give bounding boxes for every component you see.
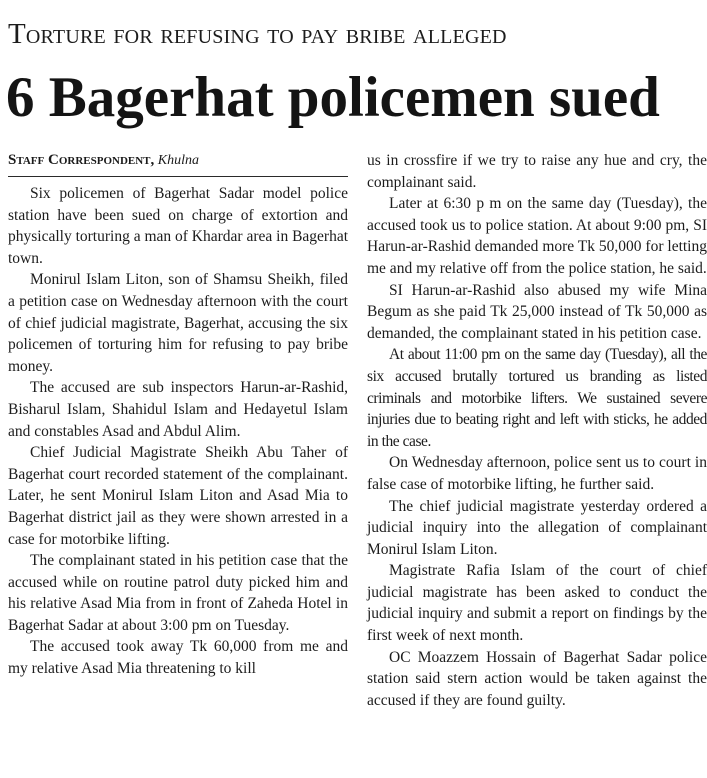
byline-divider <box>8 176 348 177</box>
byline-location: Khulna <box>157 153 199 168</box>
article-column-left <box>8 183 348 680</box>
article-paragraph: SI Harun-ar-Rashid also abused my wife Mina Begum as she paid Tk 25,000 instead of Tk 50,000 as demanded, the complainant stated in his petition case. <box>367 281 707 342</box>
article-paragraph: On Wednesday afternoon, police sent us to court in false case of motorbike lifting, he further said. <box>367 454 707 493</box>
article-paragraph: The chief judicial magistrate yesterday ordered a judicial inquiry into the allegation of complainant Monirul Islam Liton. <box>367 497 707 558</box>
article-paragraph: The complainant stated in his petition case that the accused while on routine patrol duty picked him and his relative Asad Mia from in front of Zaheda Hotel in Bagerhat Sadar at about 3:00 pm on Tuesday. <box>8 552 348 634</box>
article-paragraph: Chief Judicial Magistrate Sheikh Abu Taher of Bagerhat court recorded statement of the complainant. Later, he sent Monirul Islam Liton and Asad Mia to Bagerhat district jail as they were shown arrested in a case for motorbike lifting. <box>8 444 348 548</box>
article-paragraph: Six policemen of Bagerhat Sadar model police station have been sued on charge of extortion and physically torturing a man of Khardar area in Bagerhat town. <box>8 185 349 267</box>
byline-author: Staff Correspondent, <box>8 152 155 168</box>
byline <box>8 150 348 171</box>
article-paragraph: Magistrate Rafia Islam of the court of chief judicial magistrate has been asked to conduct the judicial inquiry and submit a report on findings by the first week of next month. <box>367 562 707 645</box>
article-paragraph: The accused took away Tk 60,000 from me and my relative Asad Mia threatening to kill <box>8 638 348 678</box>
article-paragraph: Later at 6:30 p m on the same day (Tuesday), the accused took us to police station. At about 9:00 pm, SI Harun-ar-Rashid demanded more Tk 50,000 for letting me and my relative off from the police station, he said. <box>367 195 707 277</box>
article-paragraph: Monirul Islam Liton, son of Shamsu Sheikh, filed a petition case on Wednesday afternoon with the court of chief judicial magistrate, Bagerhat, accusing the six policemen of torturing him for refusing to pay bribe money. <box>8 271 348 375</box>
article-paragraph: OC Moazzem Hossain of Bagerhat Sadar police station said stern action would be taken against the accused if they are found guilty. <box>367 648 707 709</box>
article-paragraph: At about 11:00 pm on the same day (Tuesday), all the six accused brutally tortured us branding as listed criminals and motorbike lifters. We sustained severe injuries due to beating right and left with sticks, he added in the case. <box>367 346 707 450</box>
article-column-right <box>367 150 707 711</box>
article-headline: 6 Bagerhat policemen sued <box>6 66 660 129</box>
article-paragraph-continued: us in crossfire if we try to raise any hue and cry, the complainant said. <box>367 152 707 191</box>
article-kicker: Torture for refusing to pay bribe alleged <box>8 18 507 50</box>
article-paragraph: The accused are sub inspectors Harun-ar-Rashid, Bisharul Islam, Shahidul Islam and Hedayetul Islam and constables Asad and Abdul Alim. <box>8 379 348 440</box>
